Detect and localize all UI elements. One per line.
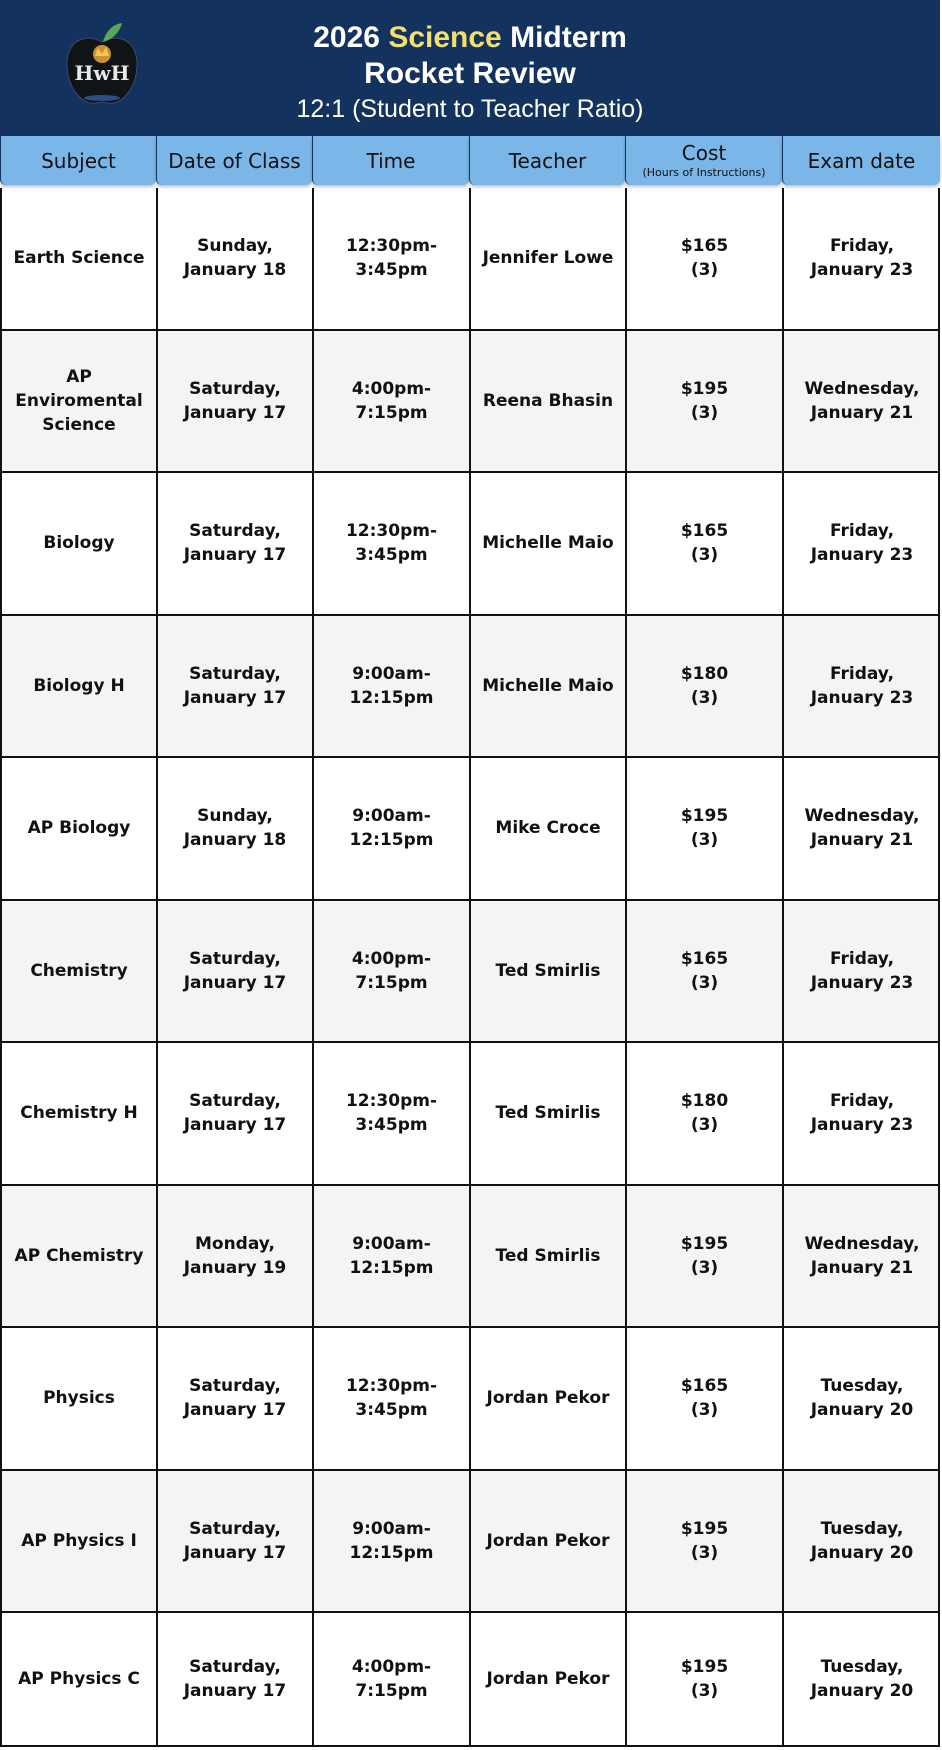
- cost-cell-text: $195: [680, 1233, 729, 1254]
- time-cell-text: 9:00am-12:15pm: [349, 663, 434, 708]
- time-cell-text: 12:30pm-3:45pm: [345, 1376, 438, 1421]
- exam-date-cell-text: January 23: [810, 260, 914, 281]
- teacher-cell-text: Jordan Pekor: [486, 1388, 610, 1409]
- exam-date-cell-text: January 21: [810, 402, 914, 423]
- exam-date-cell-text: January 20: [810, 1542, 914, 1563]
- time-cell-text: 9:00am-12:15pm: [349, 1233, 434, 1278]
- exam-date-cell-text: Wednesday,: [804, 1233, 920, 1254]
- column-header-time: Time: [312, 136, 469, 185]
- time-cell-text: 4:00pm-7:15pm: [351, 948, 432, 993]
- class-date-cell: [158, 188, 314, 329]
- time-cell-text: 12:30pm-3:45pm: [345, 1091, 438, 1136]
- exam-date-cell: [784, 901, 940, 1042]
- title-accent: Science: [388, 21, 502, 54]
- time-cell: [314, 188, 471, 329]
- teacher-cell-text: Mike Croce: [495, 818, 601, 839]
- subject-cell-text: Chemistry: [30, 960, 128, 981]
- cost-cell-text: (3): [690, 1542, 719, 1563]
- table-row: [2, 331, 938, 474]
- class-date-cell-text: January 17: [183, 1400, 287, 1421]
- subject-cell: [2, 1043, 158, 1184]
- exam-date-cell-text: Friday,: [829, 948, 895, 969]
- cost-cell: [627, 758, 784, 899]
- class-date-cell-text: January 17: [183, 1681, 287, 1701]
- title-block: [180, 20, 760, 125]
- exam-date-cell: [784, 473, 940, 614]
- cost-cell-text: (3): [690, 545, 719, 566]
- class-date-cell: [158, 473, 314, 614]
- subject-cell: [2, 188, 158, 329]
- column-header-subject: Subject: [0, 136, 156, 185]
- cost-cell-text: $195: [680, 378, 729, 399]
- time-cell-text: 4:00pm-7:15pm: [351, 378, 432, 423]
- exam-date-cell-text: Tuesday,: [820, 1376, 904, 1397]
- subject-cell-text: Earth Science: [13, 248, 145, 269]
- schedule-table: [0, 188, 940, 1747]
- subject-cell: [2, 1471, 158, 1612]
- subject-cell-text: Physics: [43, 1388, 115, 1409]
- class-date-cell-text: Saturday,: [189, 1657, 281, 1677]
- teacher-cell: [471, 616, 627, 757]
- subject-cell-text: AP Biology: [27, 818, 131, 839]
- time-cell: [314, 758, 471, 899]
- exam-date-cell-text: January 20: [810, 1681, 914, 1701]
- table-row: [2, 758, 938, 901]
- subject-cell-text: Biology H: [33, 675, 125, 696]
- teacher-cell-text: Reena Bhasin: [482, 390, 614, 411]
- table-row: [2, 1043, 938, 1186]
- column-header-exam-date: Exam date: [782, 136, 940, 185]
- cost-cell-text: $195: [680, 1657, 729, 1677]
- exam-date-cell: [784, 331, 940, 472]
- page-subtitle: Rocket Review: [364, 57, 576, 90]
- cost-cell: [627, 1471, 784, 1612]
- time-cell-text: 9:00am-12:15pm: [349, 1518, 434, 1563]
- class-date-cell-text: Saturday,: [189, 1376, 281, 1397]
- time-cell-text: 4:00pm-7:15pm: [351, 1657, 432, 1701]
- class-date-cell-text: Saturday,: [189, 1091, 281, 1112]
- cost-cell-text: (3): [690, 1115, 719, 1136]
- time-cell: [314, 1186, 471, 1327]
- cost-cell: [627, 901, 784, 1042]
- teacher-cell-text: Jennifer Lowe: [482, 248, 614, 269]
- class-date-cell: [158, 1471, 314, 1612]
- cost-cell-text: $180: [680, 663, 729, 684]
- table-row: [2, 473, 938, 616]
- class-date-cell-text: January 19: [183, 1257, 287, 1278]
- time-cell: [314, 901, 471, 1042]
- exam-date-cell-text: Friday,: [829, 663, 895, 684]
- teacher-cell-text: Ted Smirlis: [495, 1245, 601, 1266]
- cost-cell-text: $195: [680, 806, 729, 827]
- column-header-cost: Cost (Hours of Instructions): [625, 136, 782, 185]
- time-cell: [314, 1328, 471, 1469]
- subject-cell: [2, 1328, 158, 1469]
- teacher-cell: [471, 188, 627, 329]
- class-date-cell: [158, 1328, 314, 1469]
- exam-date-cell-text: January 23: [810, 687, 914, 708]
- teacher-cell: [471, 1043, 627, 1184]
- header-banner: [0, 0, 940, 136]
- exam-date-cell: [784, 1613, 940, 1745]
- exam-date-cell-text: January 20: [810, 1400, 914, 1421]
- time-cell: [314, 473, 471, 614]
- exam-date-cell-text: January 23: [810, 545, 914, 566]
- time-cell: [314, 616, 471, 757]
- class-date-cell: [158, 331, 314, 472]
- teacher-cell: [471, 331, 627, 472]
- class-date-cell-text: January 17: [183, 972, 287, 993]
- cost-cell: [627, 1186, 784, 1327]
- subject-cell: [2, 901, 158, 1042]
- exam-date-cell-text: Wednesday,: [804, 378, 920, 399]
- time-cell: [314, 331, 471, 472]
- exam-date-cell-text: January 23: [810, 1115, 914, 1136]
- subject-cell-text: AP Physics C: [18, 1669, 140, 1689]
- table-row: [2, 188, 938, 331]
- exam-date-cell: [784, 1186, 940, 1327]
- class-date-cell-text: January 17: [183, 687, 287, 708]
- exam-date-cell-text: Friday,: [829, 236, 895, 257]
- cost-cell: [627, 331, 784, 472]
- class-date-cell-text: Saturday,: [189, 378, 281, 399]
- exam-date-cell: [784, 1328, 940, 1469]
- subject-cell-text: Chemistry H: [20, 1103, 138, 1124]
- subject-cell: [2, 473, 158, 614]
- exam-date-cell: [784, 1043, 940, 1184]
- teacher-cell-text: Jordan Pekor: [486, 1530, 610, 1551]
- cost-cell-text: (3): [690, 687, 719, 708]
- teacher-cell-text: Michelle Maio: [482, 533, 614, 554]
- class-date-cell-text: Saturday,: [189, 663, 281, 684]
- teacher-cell: [471, 1613, 627, 1745]
- teacher-cell: [471, 473, 627, 614]
- cost-cell: [627, 188, 784, 329]
- exam-date-cell: [784, 758, 940, 899]
- time-cell-text: 12:30pm-3:45pm: [345, 521, 438, 566]
- table-row: [2, 901, 938, 1044]
- class-date-cell: [158, 758, 314, 899]
- teacher-cell: [471, 1471, 627, 1612]
- cost-cell: [627, 1043, 784, 1184]
- time-cell: [314, 1471, 471, 1612]
- column-header-date: Date of Class: [156, 136, 312, 185]
- class-date-cell: [158, 1613, 314, 1745]
- cost-cell: [627, 1328, 784, 1469]
- hwh-apple-logo-icon: [62, 20, 142, 108]
- teacher-cell-text: Ted Smirlis: [495, 960, 601, 981]
- subject-cell-text: AP Enviromental Science: [15, 366, 143, 435]
- table-row: [2, 1613, 938, 1747]
- class-date-cell-text: January 17: [183, 1542, 287, 1563]
- subject-cell: [2, 616, 158, 757]
- exam-date-cell-text: January 21: [810, 1257, 914, 1278]
- cost-cell-text: $165: [680, 521, 729, 542]
- class-date-cell-text: January 17: [183, 545, 287, 566]
- class-date-cell-text: Sunday,: [197, 236, 273, 257]
- exam-date-cell-text: Tuesday,: [820, 1657, 904, 1677]
- cost-cell: [627, 1613, 784, 1745]
- cost-cell-text: $165: [680, 1376, 729, 1397]
- cost-cell-text: (3): [690, 830, 719, 851]
- subject-cell-text: AP Chemistry: [14, 1245, 144, 1266]
- time-cell: [314, 1043, 471, 1184]
- exam-date-cell: [784, 1471, 940, 1612]
- subject-cell: [2, 1186, 158, 1327]
- class-date-cell: [158, 1043, 314, 1184]
- time-cell-text: 9:00am-12:15pm: [349, 806, 434, 851]
- exam-date-cell: [784, 616, 940, 757]
- teacher-cell: [471, 901, 627, 1042]
- cost-cell-text: (3): [690, 260, 719, 281]
- exam-date-cell-text: January 23: [810, 972, 914, 993]
- cost-cell-text: $180: [680, 1091, 729, 1112]
- teacher-cell-text: Michelle Maio: [482, 675, 614, 696]
- cost-cell-text: (3): [690, 402, 719, 423]
- class-date-cell-text: Saturday,: [189, 1518, 281, 1539]
- teacher-cell-text: Jordan Pekor: [486, 1669, 610, 1689]
- cost-cell-text: $165: [680, 948, 729, 969]
- page-title: 2026 Science Midterm: [313, 21, 627, 54]
- ratio-line: 12:1 (Student to Teacher Ratio): [296, 95, 644, 123]
- teacher-cell-text: Ted Smirlis: [495, 1103, 601, 1124]
- exam-date-cell-text: Wednesday,: [804, 806, 920, 827]
- exam-date-cell-text: January 21: [810, 830, 914, 851]
- column-header-teacher: Teacher: [469, 136, 625, 185]
- class-date-cell-text: January 18: [183, 260, 287, 281]
- subject-cell: [2, 1613, 158, 1745]
- teacher-cell: [471, 758, 627, 899]
- class-date-cell-text: January 17: [183, 402, 287, 423]
- class-date-cell-text: January 18: [183, 830, 287, 851]
- subject-cell: [2, 758, 158, 899]
- class-date-cell-text: Sunday,: [197, 806, 273, 827]
- class-date-cell: [158, 1186, 314, 1327]
- exam-date-cell-text: Friday,: [829, 521, 895, 542]
- cost-cell-text: (3): [690, 1400, 719, 1421]
- teacher-cell: [471, 1328, 627, 1469]
- class-date-cell: [158, 901, 314, 1042]
- subject-cell: [2, 331, 158, 472]
- exam-date-cell: [784, 188, 940, 329]
- exam-date-cell-text: Friday,: [829, 1091, 895, 1112]
- table-row: [2, 1328, 938, 1471]
- cost-cell: [627, 616, 784, 757]
- cost-cell-text: (3): [690, 972, 719, 993]
- cost-cell: [627, 473, 784, 614]
- svg-text:HwH: HwH: [74, 61, 130, 85]
- class-date-cell: [158, 616, 314, 757]
- table-row: [2, 1471, 938, 1614]
- table-header: [0, 136, 942, 188]
- time-cell-text: 12:30pm-3:45pm: [345, 236, 438, 281]
- cost-cell-text: (3): [690, 1257, 719, 1278]
- cost-cell-text: $195: [680, 1518, 729, 1539]
- class-date-cell-text: Saturday,: [189, 948, 281, 969]
- exam-date-cell-text: Tuesday,: [820, 1518, 904, 1539]
- class-date-cell-text: Monday,: [194, 1233, 276, 1254]
- subject-cell-text: AP Physics I: [21, 1530, 137, 1551]
- class-date-cell-text: Saturday,: [189, 521, 281, 542]
- teacher-cell: [471, 1186, 627, 1327]
- table-row: [2, 1186, 938, 1329]
- time-cell: [314, 1613, 471, 1745]
- cost-cell-text: (3): [690, 1681, 719, 1701]
- class-date-cell-text: January 17: [183, 1115, 287, 1136]
- table-row: [2, 616, 938, 759]
- cost-cell-text: $165: [680, 236, 729, 257]
- subject-cell-text: Biology: [43, 533, 115, 554]
